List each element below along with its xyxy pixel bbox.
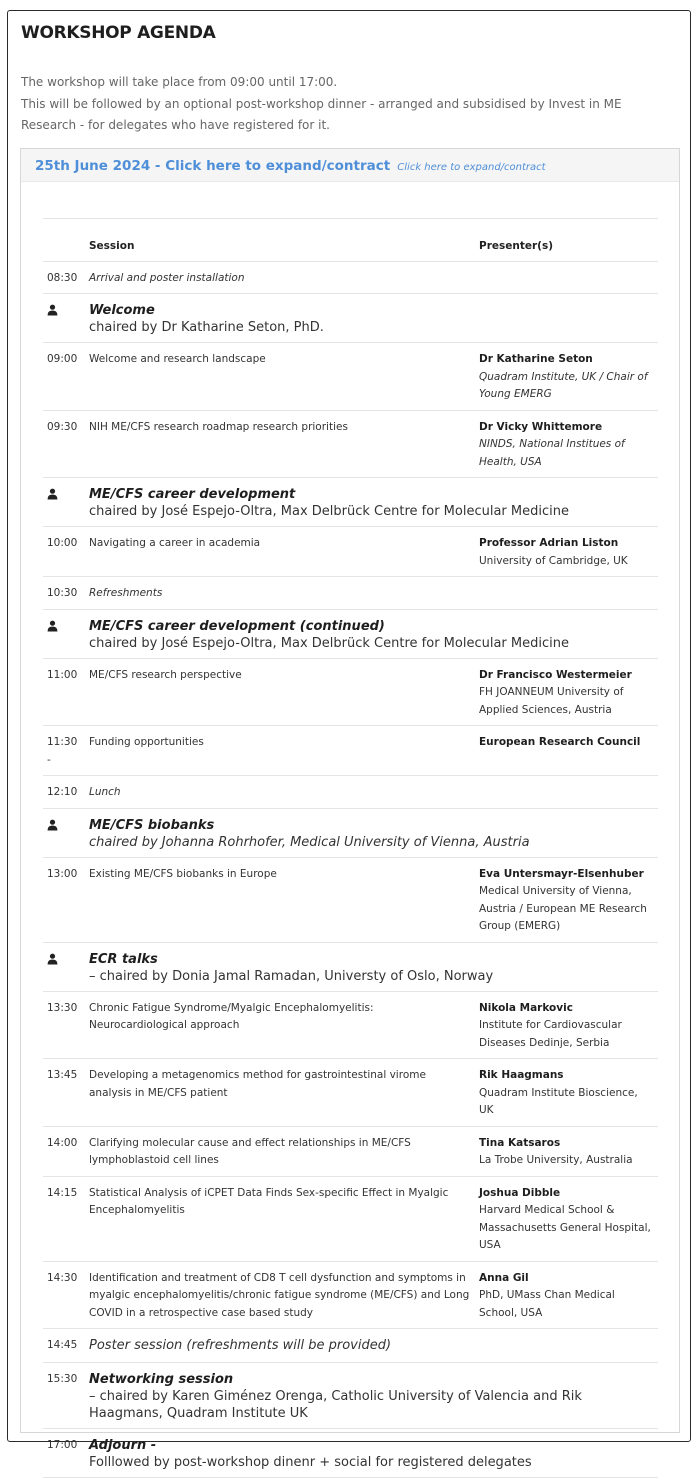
section-title: ME/CFS career development: [89, 487, 296, 502]
time-cell: [43, 343, 85, 411]
page-title: WORKSHOP AGENDA: [21, 23, 216, 43]
section-title: Welcome: [89, 303, 155, 318]
time-label: 15:30: [47, 1372, 78, 1385]
session-title: Identification and treatment of CD8 T cell dysfunction and symptoms in myalgic encephalomyelitis/chronic fatigue syndrome (ME/CFS) and Long COVID in a retrospective case based study: [89, 1271, 470, 1319]
section-title: ME/CFS career development (continued): [89, 618, 385, 634]
time-cell: [43, 658, 85, 726]
presenter-column-header: Presenter(s): [475, 219, 658, 262]
session-title: Navigating a career in academia: [89, 537, 261, 549]
time-label: 13:45: [47, 1069, 78, 1081]
section-heading-cell: [85, 808, 658, 857]
note-cell: [85, 577, 658, 610]
section-icon-cell: [43, 808, 85, 857]
time-label: 14:45: [47, 1339, 78, 1351]
session-cell: [85, 726, 475, 776]
day-panel: [20, 148, 680, 1470]
person-icon: [47, 620, 58, 632]
time-cell: [43, 1059, 85, 1127]
time-label: 12:10: [47, 786, 78, 798]
section-chair: chaired by Johanna Rohrhofer, Medical University of Vienna, Austria: [89, 834, 530, 850]
session-cell: [85, 991, 475, 1059]
time-cell: [43, 1126, 85, 1176]
agenda-row: [43, 658, 658, 726]
session-cell: [85, 527, 475, 577]
note-cell: [85, 776, 658, 809]
presenter-affiliation: PhD, UMass Chan Medical School, USA: [479, 1289, 615, 1319]
session-title: ME/CFS research perspective: [89, 668, 242, 681]
session-title: Existing ME/CFS biobanks in Europe: [89, 867, 277, 880]
agenda-row: [43, 1059, 658, 1127]
presenter-affiliation: FH JOANNEUM University of Applied Sciences, Austria: [479, 686, 624, 716]
presenter-cell: [475, 527, 658, 577]
presenter-name: Rik Haagmans: [479, 1069, 564, 1081]
presenter-affiliation: Quadram Institute, UK / Chair of Young EMERG: [479, 370, 648, 400]
time-cell: [43, 261, 85, 294]
session-title: Funding opportunities: [89, 736, 204, 748]
agenda-row: [43, 478, 658, 527]
agenda-container: [7, 10, 691, 1470]
intro-line-1: The workshop will take place from 09:00 until 17:00.: [21, 75, 338, 89]
time-cell: [43, 1329, 85, 1363]
presenter-affiliation: Harvard Medical School & Massachusetts General Hospital, USA: [479, 1204, 651, 1251]
section-icon-cell: [43, 942, 85, 991]
presenter-name: Nikola Markovic: [479, 1001, 573, 1014]
presenter-name: Tina Katsaros: [479, 1136, 561, 1149]
time-label: 17:00: [47, 1438, 78, 1451]
agenda-row: [43, 1428, 658, 1477]
person-icon: [47, 953, 58, 965]
agenda-row: [43, 577, 658, 610]
session-cell: [85, 658, 475, 726]
time-cell: [43, 776, 85, 809]
time-label: 09:00: [47, 353, 78, 365]
session-column-header: Session: [85, 219, 475, 262]
presenter-name: Joshua Dibble: [479, 1186, 561, 1199]
time-cell: [43, 1261, 85, 1329]
session-title: Statistical Analysis of iCPET Data Finds Sex-specific Effect in Myalgic Encephalomyelitis: [89, 1186, 449, 1216]
time-cell: [43, 527, 85, 577]
section-chair: chaired by José Espejo-Oltra, Max Delbrück Centre for Molecular Medicine: [89, 635, 569, 651]
time-label: 11:00: [47, 668, 78, 681]
agenda-row: [43, 991, 658, 1059]
time-cell: [43, 991, 85, 1059]
time-label: 08:30: [47, 271, 78, 284]
section-heading-cell: [85, 294, 658, 343]
time-label: 14:00: [47, 1136, 78, 1149]
agenda-row: [43, 1176, 658, 1261]
session-cell: [85, 410, 475, 478]
agenda-row: [43, 808, 658, 857]
time-cell: [43, 1176, 85, 1261]
presenter-cell: [475, 991, 658, 1059]
presenter-name: Dr Katharine Seton: [479, 353, 593, 365]
section-title: ME/CFS biobanks: [89, 817, 215, 833]
person-icon: [47, 819, 58, 831]
session-cell: [85, 343, 475, 411]
agenda-row: [43, 527, 658, 577]
session-title: Welcome and research landscape: [89, 353, 266, 365]
presenter-cell: [475, 857, 658, 942]
day-panel-header[interactable]: [21, 149, 679, 182]
note-cell: [85, 261, 658, 294]
section-title: Adjourn -: [89, 1437, 157, 1453]
agenda-row: [43, 942, 658, 991]
section-chair: chaired by Dr Katharine Seton, PhD.: [89, 320, 324, 335]
agenda-row: [43, 857, 658, 942]
time-label: 10:00: [47, 537, 78, 549]
presenter-cell: [475, 410, 658, 478]
time-cell: [43, 726, 85, 776]
presenter-cell: [475, 1059, 658, 1127]
section-icon-cell: [43, 609, 85, 658]
presenter-cell: [475, 1261, 658, 1329]
time-label: 13:30: [47, 1001, 78, 1014]
section-heading-cell: [85, 1428, 658, 1477]
section-chair: – chaired by Karen Giménez Orenga, Catholic University of Valencia and Rik Haagmans, Quadram Institute UK: [89, 1388, 582, 1421]
agenda-row: [43, 343, 658, 411]
time-cell: [43, 410, 85, 478]
presenter-cell: [475, 726, 658, 776]
agenda-note: Refreshments: [89, 587, 163, 599]
section-title: Networking session: [89, 1371, 234, 1387]
presenter-cell: [475, 658, 658, 726]
section-chair: – chaired by Donia Jamal Ramadan, Universty of Oslo, Norway: [89, 968, 494, 984]
time-label: 09:30: [47, 420, 78, 433]
section-heading-cell: [85, 942, 658, 991]
presenter-affiliation: Quadram Institute Bioscience, UK: [479, 1086, 638, 1116]
session-title: Clarifying molecular cause and effect relationships in ME/CFS lymphoblastoid cell lines: [89, 1136, 411, 1166]
agenda-note: Lunch: [89, 786, 121, 798]
person-icon: [47, 488, 58, 500]
presenter-cell: [475, 343, 658, 411]
session-cell: [85, 1059, 475, 1127]
time-label: 14:15: [47, 1186, 78, 1199]
section-chair: chaired by José Espejo-Oltra, Max Delbrück Centre for Molecular Medicine: [89, 504, 569, 519]
intro-text: [21, 72, 671, 137]
day-toggle-link[interactable]: 25th June 2024 - Click here to expand/contract: [35, 158, 391, 174]
agenda-row: [43, 410, 658, 478]
time-cell: [43, 577, 85, 610]
time-label: 10:30: [47, 587, 78, 599]
session-title: Developing a metagenomics method for gastrointestinal virome analysis in ME/CFS patient: [89, 1069, 426, 1099]
time-cell: [43, 1362, 85, 1428]
presenter-name: Anna Gil: [479, 1271, 529, 1284]
section-title: ECR talks: [89, 951, 158, 967]
agenda-row: [43, 1126, 658, 1176]
session-cell: [85, 1126, 475, 1176]
presenter-name: Dr Vicky Whittemore: [479, 420, 603, 433]
section-chair: Folllowed by post-workshop dinenr + social for registered delegates: [89, 1454, 532, 1470]
section-icon-cell: [43, 478, 85, 527]
presenter-affiliation: Institute for Cardiovascular Diseases Dedinje, Serbia: [479, 1019, 622, 1049]
session-cell: [85, 1176, 475, 1261]
note-cell: [85, 1329, 658, 1363]
presenter-name: Professor Adrian Liston: [479, 537, 619, 549]
agenda-row: [43, 726, 658, 776]
session-title: NIH ME/CFS research roadmap research priorities: [89, 420, 348, 433]
section-heading-cell: [85, 609, 658, 658]
presenter-affiliation: Medical University of Vienna, Austria / European ME Research Group (EMERG): [479, 885, 647, 932]
session-cell: [85, 857, 475, 942]
time-cell: [43, 857, 85, 942]
section-icon-cell: [43, 294, 85, 343]
presenter-affiliation: La Trobe University, Australia: [479, 1154, 633, 1166]
agenda-body: [43, 261, 658, 1477]
time-label: 11:30 -: [47, 736, 78, 766]
presenter-affiliation: University of Cambridge, UK: [479, 554, 628, 567]
presenter-cell: [475, 1176, 658, 1261]
agenda-note: Arrival and poster installation: [89, 271, 245, 284]
presenter-name: European Research Council: [479, 736, 641, 748]
presenter-name: Eva Untersmayr-Elsenhuber: [479, 867, 644, 880]
section-heading-cell: [85, 1362, 658, 1428]
presenter-cell: [475, 1126, 658, 1176]
section-heading-cell: [85, 478, 658, 527]
agenda-note: Poster session (refreshments will be provided): [89, 1338, 392, 1353]
person-icon: [47, 304, 58, 316]
presenter-affiliation: NINDS, National Institues of Health, USA: [479, 438, 625, 468]
agenda-row: [43, 294, 658, 343]
agenda-header-row: [43, 219, 658, 262]
session-cell: [85, 1261, 475, 1329]
agenda-row: [43, 776, 658, 809]
time-cell: [43, 1428, 85, 1477]
time-label: 13:00: [47, 867, 78, 880]
presenter-name: Dr Francisco Westermeier: [479, 668, 632, 681]
agenda-row: [43, 1362, 658, 1428]
intro-line-2: This will be followed by an optional post-workshop dinner - arranged and subsidised by Invest in ME Research - for delegates who have registered for it.: [21, 96, 622, 132]
expand-contract-hint[interactable]: Click here to expand/contract: [397, 162, 546, 173]
session-title: Chronic Fatigue Syndrome/Myalgic Encephalomyelitis: Neurocardiological approach: [89, 1001, 374, 1031]
agenda-row: [43, 1329, 658, 1363]
agenda-table: [43, 218, 658, 1478]
time-label: 14:30: [47, 1271, 78, 1284]
time-column-header: [43, 219, 85, 262]
agenda-row: [43, 1261, 658, 1329]
agenda-row: [43, 609, 658, 658]
agenda-row: [43, 261, 658, 294]
